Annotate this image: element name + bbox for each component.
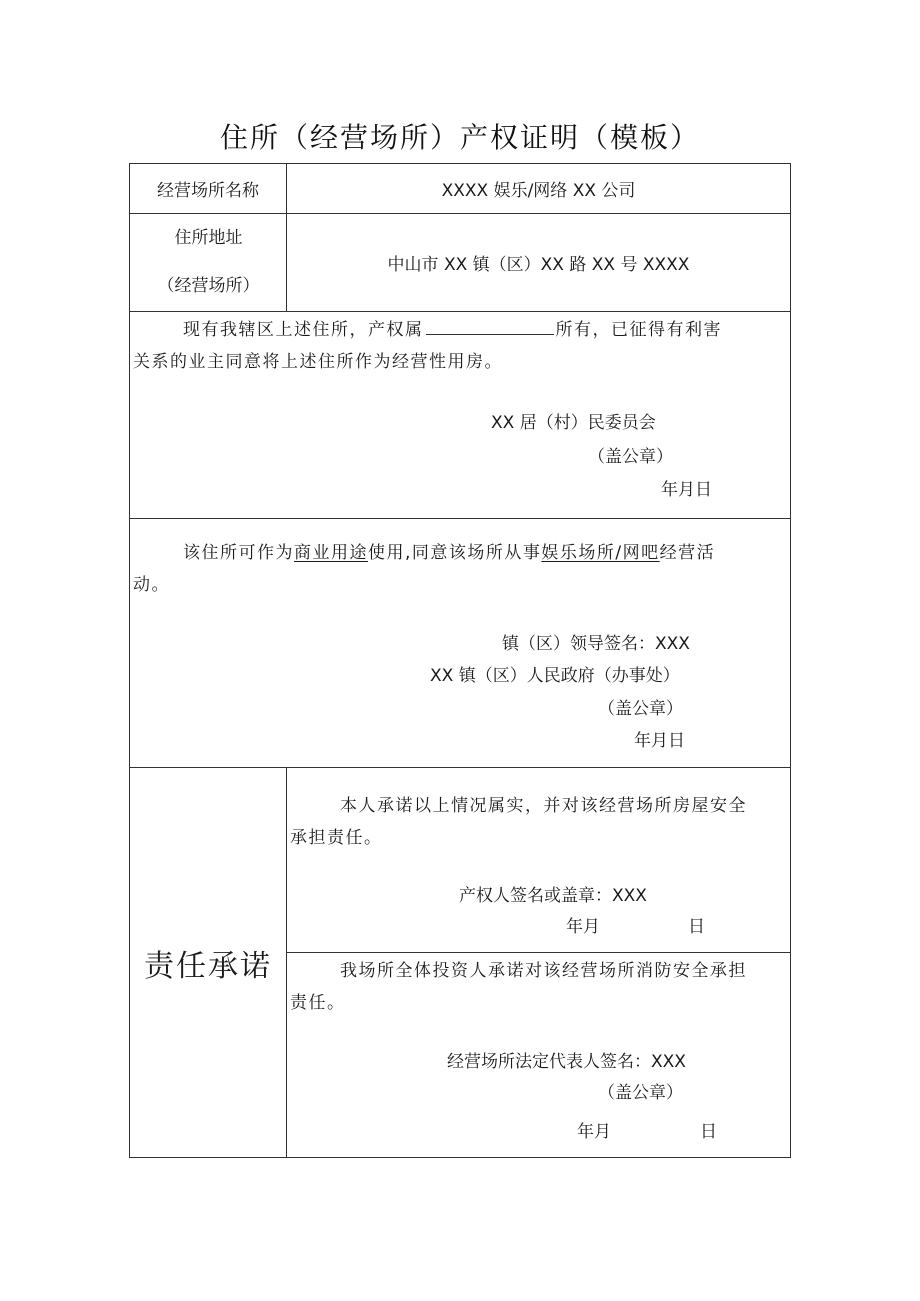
committee-paragraph: [133, 314, 788, 378]
investors-commitment-cell: [287, 953, 791, 1158]
row-business-name: [130, 164, 791, 214]
committee-text-2: 所有，已征得有利害: [555, 320, 722, 340]
owner-text-1: 本人承诺以上情况属实，并对该经营场所房屋安全: [340, 796, 747, 816]
owner-date-ym: 年月: [566, 917, 600, 937]
row-address: [130, 214, 791, 312]
owner-commitment-cell: [287, 768, 791, 953]
investors-text-1: 我场所全体投资人承诺对该经营场所消防安全承担: [340, 961, 747, 981]
activity-underlined: 娱乐场所/网吧: [541, 543, 660, 563]
committee-section: [130, 312, 791, 519]
investors-paragraph: [290, 955, 790, 1019]
business-name-value: XXXX 娱乐/网络 XX 公司: [287, 164, 791, 214]
government-section: [130, 519, 791, 768]
government-date: 年月日: [634, 731, 685, 751]
certificate-form-table: [129, 163, 791, 1158]
owner-date-d: 日: [688, 917, 705, 937]
investors-sign: 经营场所法定代表人签名：XXX: [447, 1052, 686, 1072]
committee-text-3: 关系的业主同意将上述住所作为经营性用房。: [133, 352, 503, 372]
owner-sign: 产权人签名或盖章：XXX: [459, 886, 647, 906]
government-text-3: 经营活: [659, 543, 716, 563]
government-text-4: 动。: [133, 575, 170, 595]
committee-seal: （盖公章）: [588, 447, 673, 467]
committee-text-1: 现有我辖区上述住所，产权属: [183, 320, 424, 340]
government-org: XX 镇（区）人民政府（办事处）: [430, 666, 680, 686]
owner-blank-field: [426, 320, 554, 335]
address-label-line1: 住所地址: [174, 228, 243, 248]
investors-date-d: 日: [700, 1122, 717, 1142]
commitment-label-cell: [130, 768, 287, 1158]
owner-text-2: 承担责任。: [290, 828, 383, 848]
government-seal: （盖公章）: [598, 699, 683, 719]
government-text-2: 使用,同意该场所从事: [368, 543, 542, 563]
business-name-label: 经营场所名称: [130, 164, 287, 214]
commitment-label: 责任承诺: [144, 948, 272, 984]
address-value: 中山市 XX 镇（区）XX 路 XX 号 XXXX: [287, 214, 791, 312]
government-paragraph: [133, 537, 788, 601]
row-government: [130, 519, 791, 768]
address-label-line2: （经营场所）: [157, 276, 260, 296]
investors-text-2: 责任。: [290, 993, 346, 1013]
address-label-cell: [130, 214, 287, 312]
committee-date: 年月日: [661, 480, 712, 500]
investors-seal: （盖公章）: [598, 1083, 683, 1103]
government-text-1: 该住所可作为: [183, 543, 294, 563]
use-underlined: 商业用途: [294, 543, 368, 563]
leader-sign: 镇（区）领导签名：XXX: [502, 634, 690, 654]
page-title: 住所（经营场所）产权证明（模板）: [219, 121, 700, 154]
owner-paragraph: [290, 790, 790, 854]
investors-date-ym: 年月: [577, 1122, 611, 1142]
row-committee: [130, 312, 791, 519]
row-commitment-owner: [130, 768, 791, 953]
committee-org: XX 居（村）民委员会: [491, 413, 656, 433]
